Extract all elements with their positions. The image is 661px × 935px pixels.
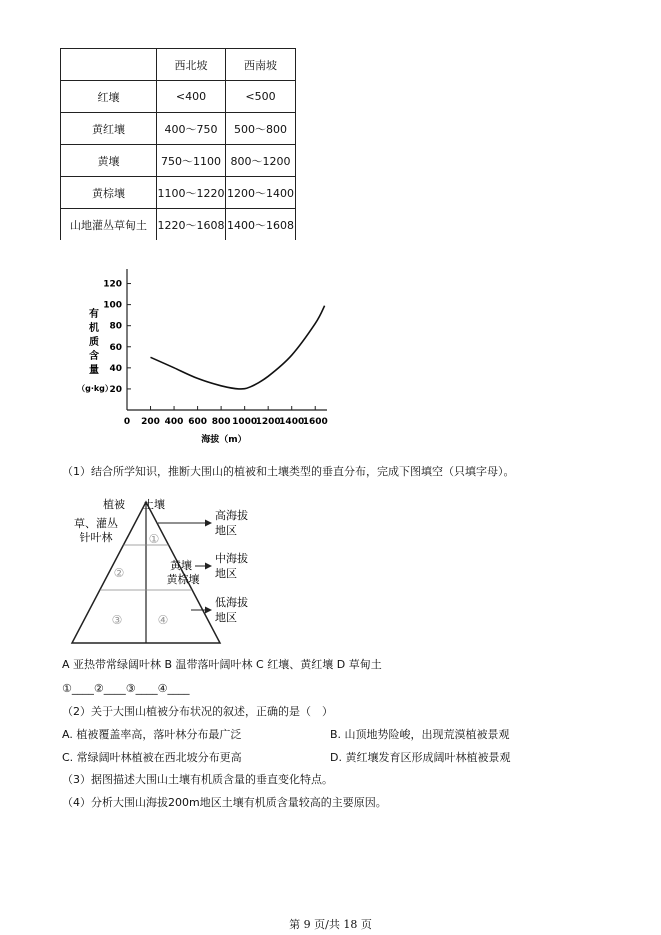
table-cell: 山地灌丛草甸土 (61, 209, 157, 241)
y-tick-label: 100 (103, 300, 122, 311)
arrow-mid-head-icon (205, 563, 212, 570)
y-tick-label: 80 (109, 321, 122, 332)
table-cell: 500～800 (226, 113, 296, 145)
q1-text: （1）结合所学知识，推断大围山的植被和土壤类型的垂直分布，完成下图填空（只填字母）。 (62, 465, 515, 478)
table-cell: 1100～1220 (157, 177, 226, 209)
table-cell: 黄壤 (61, 145, 157, 177)
table-cell: 400～750 (157, 113, 226, 145)
series-line-organic-matter (151, 306, 325, 389)
y-tick-label: 40 (109, 363, 122, 374)
veg-header: 植被 (103, 498, 125, 511)
x-tick-label: 1400 (279, 417, 305, 427)
table-cell: 黄棕壤 (61, 177, 157, 209)
y-tick-label: 120 (103, 279, 122, 290)
y-tick-label: 60 (109, 342, 122, 353)
x-tick-label: 1000 (232, 417, 258, 427)
table-row (61, 81, 296, 113)
table-row (61, 113, 296, 145)
high-altitude-label: 高海拔 (215, 509, 248, 522)
x-tick-label: 600 (188, 417, 207, 427)
mid-altitude-label-2: 地区 (215, 567, 237, 580)
chart-ylabel (77, 307, 113, 393)
x-tick-label: 200 (141, 417, 160, 427)
ylabel-unit: （g·kg） (77, 384, 113, 393)
mid-soil-label: 黄壤 (170, 559, 192, 572)
table-cell: 800～1200 (226, 145, 296, 177)
top-veg-label-2: 针叶林 (79, 531, 113, 544)
q4-text: （4）分析大围山海拔200m地区土壤有机质含量较高的主要原因。 (62, 796, 387, 809)
table-row (61, 177, 296, 209)
blank-1: ① (148, 532, 160, 546)
table-cell: <500 (226, 81, 296, 113)
table-cell: 1200～1400 (226, 177, 296, 209)
y-tick-label: 20 (109, 384, 122, 395)
x-tick-label: 800 (211, 417, 231, 427)
organic-matter-chart (60, 258, 330, 450)
mid-soil-label-2: 黄棕壤 (166, 573, 200, 586)
table-cell: 黄红壤 (61, 113, 157, 145)
table-header-cell (61, 49, 157, 81)
table-cell: 1400～1608 (226, 209, 296, 241)
ylabel-char: 含 (89, 351, 99, 362)
ylabel-char: 机 (89, 323, 99, 334)
q3-text: （3）据图描述大围山土壤有机质含量的垂直变化特点。 (62, 773, 333, 786)
q2-option-a: A. 植被覆盖率高，落叶林分布最广泛 (62, 728, 242, 741)
chart-xlabel: 海拔（m） (201, 435, 247, 445)
q2-option-d: D. 黄红壤发育区形成阔叶林植被景观 (330, 751, 511, 764)
blank-3: ③ (111, 613, 123, 627)
q1-fill-blanks: ①____②____③____④____ (62, 682, 190, 695)
soil-elevation-table (60, 48, 296, 240)
arrow-low-head-icon (205, 607, 212, 614)
x-tick-label: 0 (123, 417, 131, 427)
table-header-row (61, 49, 296, 81)
blank-2: ② (113, 566, 125, 580)
blank-4: ④ (157, 613, 169, 627)
q2-option-b: B. 山顶地势险峻，出现荒漠植被景观 (330, 728, 510, 741)
mid-altitude-label: 中海拔 (215, 552, 248, 565)
x-tick-label: 400 (164, 417, 184, 427)
x-tick-label: 1600 (302, 417, 328, 427)
table-cell: 750～1100 (157, 145, 226, 177)
table-row (61, 209, 296, 241)
table-cell: <400 (157, 81, 226, 113)
x-tick-label: 1200 (255, 417, 281, 427)
high-altitude-label-2: 地区 (215, 524, 237, 537)
arrow-high-head-icon (205, 520, 212, 527)
page-footer: 第 9 页/共 18 页 (289, 918, 372, 931)
table-header-cell: 西北坡 (157, 49, 226, 81)
top-veg-label: 草、灌丛 (74, 517, 118, 530)
q1-options: A 亚热带常绿阔叶林 B 温带落叶阔叶林 C 红壤、黄红壤 D 草甸土 (62, 658, 382, 671)
table-header-cell: 西南坡 (226, 49, 296, 81)
ylabel-char: 质 (89, 337, 99, 348)
q2-option-c: C. 常绿阔叶林植被在西北坡分布更高 (62, 751, 242, 764)
low-altitude-label: 低海拔 (215, 596, 248, 609)
low-altitude-label-2: 地区 (215, 611, 237, 624)
table-cell: 红壤 (61, 81, 157, 113)
ylabel-char: 有 (89, 309, 99, 320)
ylabel-char: 量 (89, 365, 99, 376)
soil-header: 土壤 (143, 498, 165, 511)
table-cell: 1220～1608 (157, 209, 226, 241)
vegetation-soil-pyramid (62, 490, 302, 650)
table-row (61, 145, 296, 177)
q2-text: （2）关于大围山植被分布状况的叙述，正确的是（ ） (62, 705, 333, 718)
